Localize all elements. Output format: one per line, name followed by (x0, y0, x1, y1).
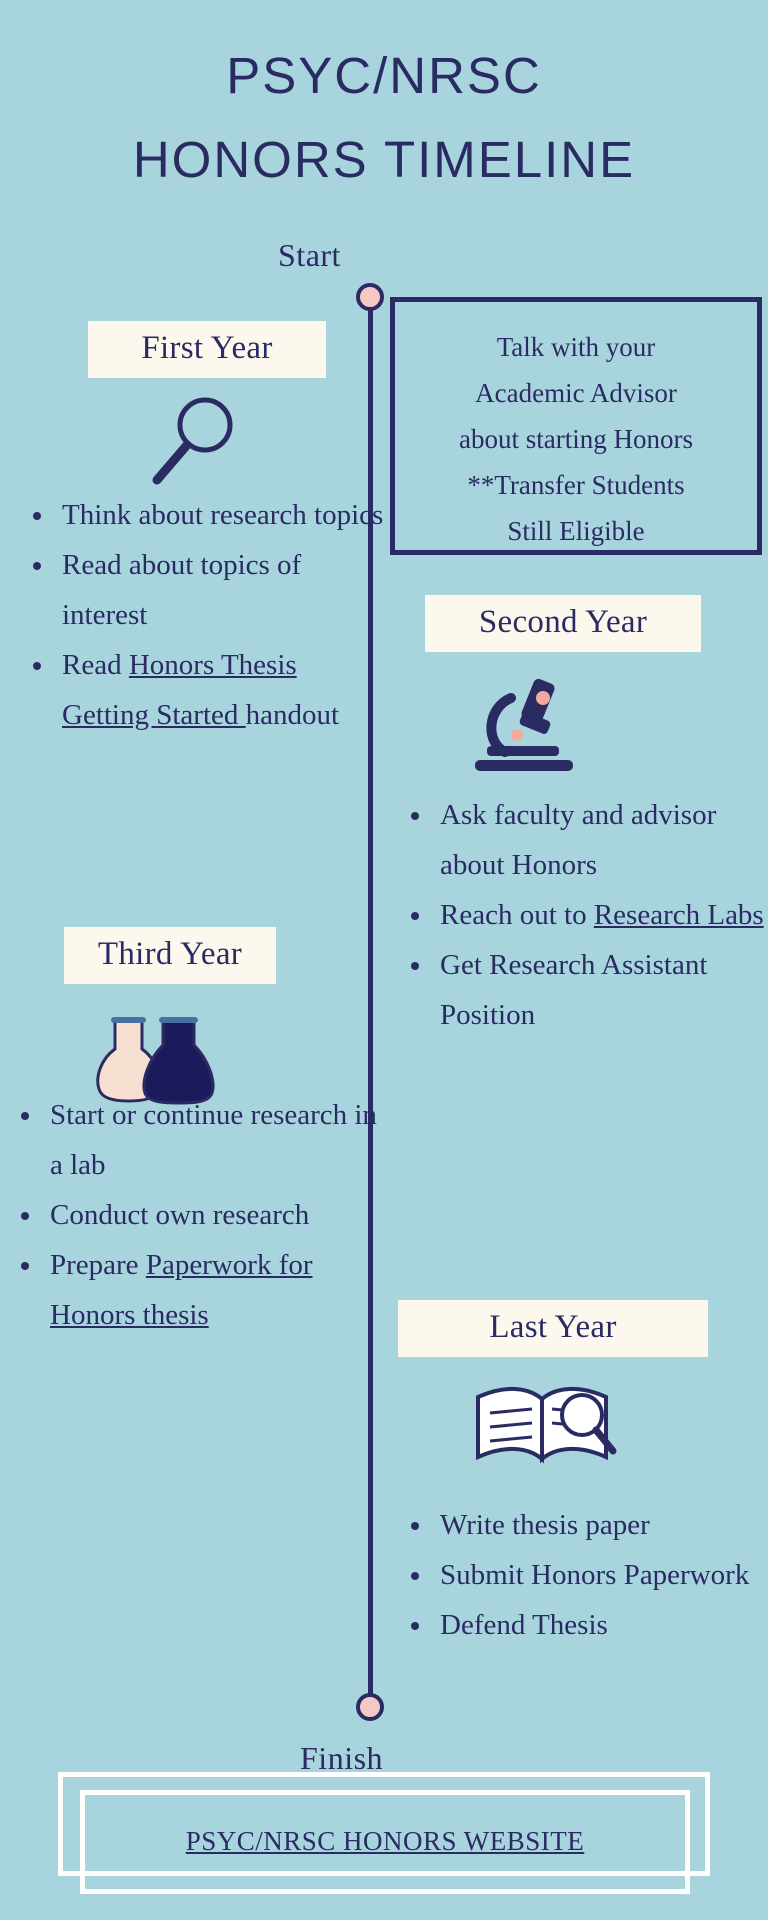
bullet-text: Think about research topics (62, 499, 384, 531)
list-item (434, 940, 764, 1040)
bullet-text: Read (62, 649, 129, 681)
title-line-2: HONORS TIMELINE (132, 131, 636, 188)
bullet-text: Read about topics of interest (62, 549, 302, 631)
bullet-list-second-year (400, 790, 764, 1040)
bullet-list-first-year (22, 490, 386, 740)
list-item (434, 890, 764, 940)
bullet-link-text[interactable]: Paperwork for Honors thesis (50, 1249, 313, 1331)
list-item (434, 790, 764, 890)
list-item (434, 1600, 764, 1650)
bullet-text: Write thesis paper (440, 1509, 650, 1541)
callout-line-3: about starting Honors (459, 424, 693, 454)
section-heading-first-year: First Year (88, 321, 326, 378)
advisor-callout-box (390, 297, 762, 555)
section-heading-third-year: Third Year (64, 927, 276, 984)
bullet-list-last-year (400, 1500, 764, 1650)
callout-line-1: Talk with your (496, 332, 656, 362)
title-line-1: PSYC/NRSC (226, 47, 542, 104)
timeline-start-node (356, 283, 384, 311)
list-item (434, 1550, 764, 1600)
page-title (0, 45, 768, 191)
timeline-finish-node (356, 1693, 384, 1721)
bullet-link-text[interactable]: Honors Thesis Getting Started (62, 649, 297, 731)
timeline-start-label: Start (278, 237, 341, 273)
list-item (434, 1500, 764, 1550)
bullet-text: Prepare (50, 1249, 146, 1281)
list-item (56, 540, 386, 640)
list-item (56, 640, 386, 740)
bullet-text: Submit Honors Paperwork (440, 1559, 750, 1591)
bullet-text: Conduct own research (50, 1199, 310, 1231)
bullet-text: Get Research Assistant Position (440, 949, 708, 1031)
section-heading-last-year: Last Year (398, 1300, 708, 1357)
timeline-finish-label: Finish (300, 1740, 384, 1776)
list-item (44, 1090, 394, 1190)
list-item (44, 1190, 394, 1240)
bullet-text: Reach out to (440, 899, 594, 931)
bullet-text: Ask faculty and advisor about Honors (440, 799, 717, 881)
bullet-list-third-year (10, 1090, 394, 1340)
callout-line-5: Still Eligible (507, 516, 645, 546)
section-heading-second-year: Second Year (425, 595, 701, 652)
list-item (56, 490, 386, 540)
list-item (44, 1240, 394, 1340)
bullet-link-text[interactable]: Research Labs (593, 899, 764, 931)
honors-website-link[interactable]: PSYC/NRSC HONORS WEBSITE (185, 1826, 585, 1856)
magnifying-glass-icon (145, 395, 245, 495)
bullet-text: Defend Thesis (440, 1609, 608, 1641)
open-book-icon (470, 1375, 620, 1480)
bullet-text-tail: handout (245, 699, 340, 731)
microscope-icon (465, 672, 585, 782)
callout-line-4: **Transfer Students (467, 470, 685, 500)
bullet-text: Start or continue research in a lab (50, 1099, 377, 1181)
callout-line-2: Academic Advisor (475, 378, 677, 408)
